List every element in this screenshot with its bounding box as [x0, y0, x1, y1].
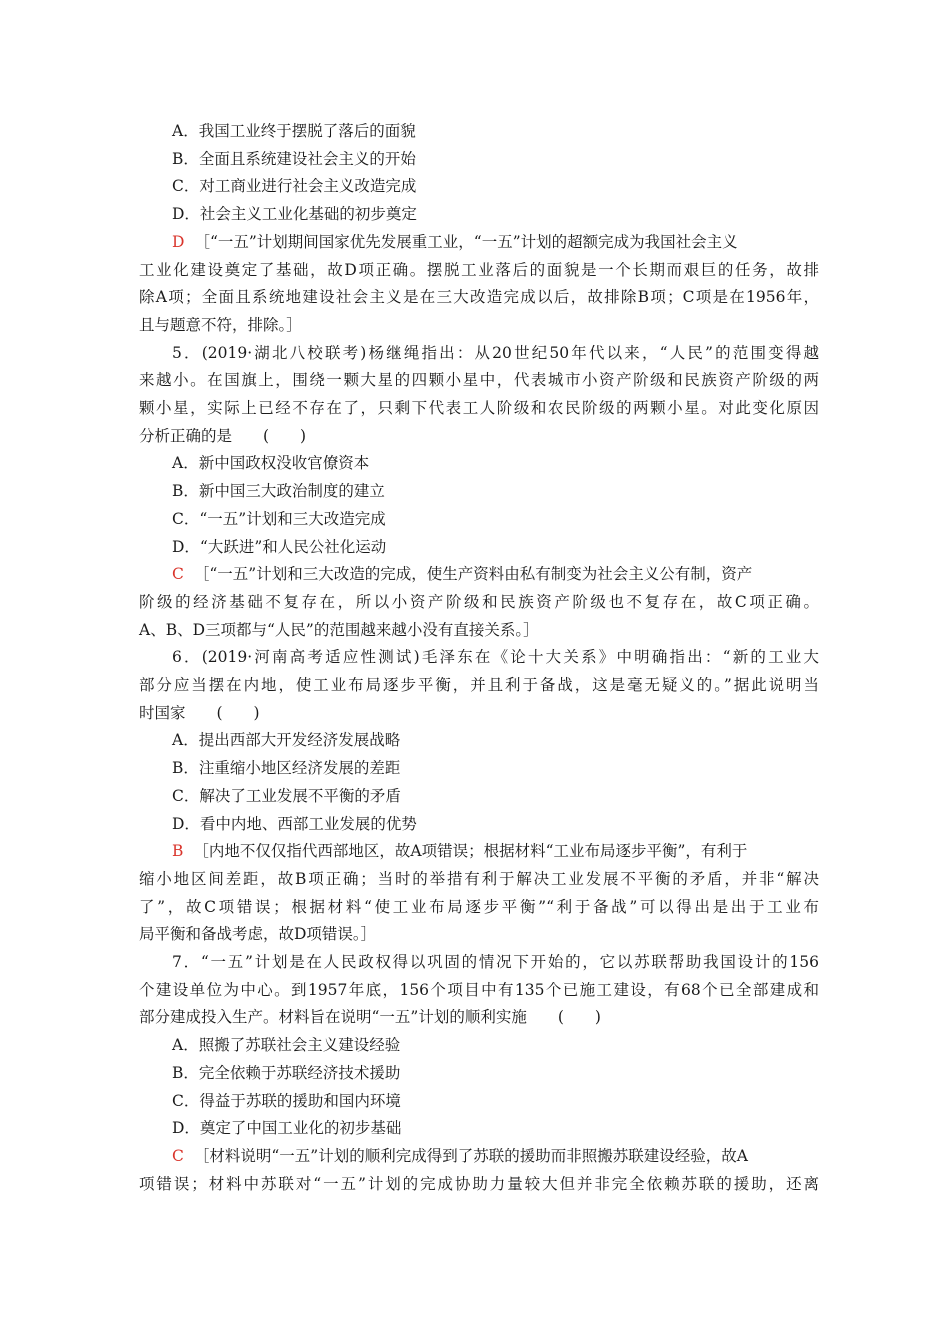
text-line: 阶级的经济基础不复存在，所以小资产阶级和民族资产阶级也不复存在，故C项正确。: [139, 592, 819, 611]
text-line: 了”，故C项错误；根据材料“使工业布局逐步平衡”“利于备战”可以得出是出于工业布: [139, 897, 819, 916]
answer-option: A．我国工业终于摆脱了落后的面貌: [172, 122, 416, 140]
question-stem: 6．(2019·河南高考适应性测试)毛泽东在《论十大关系》中明确指出：“新的工业大: [172, 648, 819, 667]
answer-key: C: [172, 1146, 184, 1165]
answer-text: ［材料说明“一五”计划的顺利完成得到了苏联的援助而非照搬苏联建设经验，故A: [193, 1146, 748, 1165]
answer-explanation: [172, 232, 819, 252]
text-line: 来越小。在国旗上，围绕一颗大星的四颗小星中，代表城市小资产阶级和民族资产阶级的两: [139, 371, 819, 390]
answer-explanation: [172, 1146, 819, 1166]
answer-option: B．全面且系统建设社会主义的开始: [172, 149, 416, 168]
answer-option: D．“大跃进”和人民公社化运动: [172, 537, 387, 556]
text-line: 时国家 ( ): [139, 703, 260, 722]
text-line: 分析正确的是 ( ): [139, 426, 307, 445]
text-line: 项错误；材料中苏联对“一五”计划的完成协助力量较大但并非完全依赖苏联的援助，还离: [139, 1174, 819, 1193]
answer-option: A．照搬了苏联社会主义建设经验: [172, 1036, 401, 1055]
answer-option: C．解决了工业发展不平衡的矛盾: [172, 786, 401, 805]
answer-key: C: [172, 565, 184, 584]
answer-option: B．注重缩小地区经济发展的差距: [172, 759, 401, 778]
answer-key: B: [172, 842, 184, 861]
answer-option: C．“一五”计划和三大改造完成: [172, 509, 386, 528]
answer-option: A．新中国政权没收官僚资本: [172, 454, 370, 473]
text-line: 部分建成投入生产。材料旨在说明“一五”计划的顺利实施 ( ): [139, 1008, 601, 1027]
answer-text: ［“一五”计划和三大改造的完成，使生产资料由私有制变为社会主义公有制，资产: [193, 565, 753, 584]
answer-explanation: [172, 841, 819, 861]
answer-option: B．完全依赖于苏联经济技术援助: [172, 1063, 401, 1082]
text-line: 且与题意不符，排除。］: [139, 315, 302, 334]
question-stem: 5．(2019·湖北八校联考)杨继绳指出：从20世纪50年代以来，“人民”的范围变得越: [172, 343, 819, 362]
answer-option: B．新中国三大政治制度的建立: [172, 482, 385, 501]
answer-option: A．提出西部大开发经济发展战略: [172, 731, 401, 750]
answer-option: D．社会主义工业化基础的初步奠定: [172, 205, 417, 224]
answer-option: D．奠定了中国工业化的初步基础: [172, 1119, 402, 1138]
answer-key: D: [172, 232, 185, 251]
answer-text: ［“一五”计划期间国家优先发展重工业，“一五”计划的超额完成为我国社会主义: [194, 232, 738, 251]
text-line: 缩小地区间差距，故B项正确；当时的举措有利于解决工业发展不平衡的矛盾，并非“解决: [139, 869, 819, 888]
text-line: 颗小星，实际上已经不存在了，只剩下代表工人阶级和农民阶级的两颗小星。对此变化原因: [139, 399, 819, 417]
text-line: 除A项；全面且系统地建设社会主义是在三大改造完成以后，故排除B项；C项是在1956年，: [139, 288, 819, 307]
answer-explanation: [172, 564, 819, 584]
answer-option: C．得益于苏联的援助和国内环境: [172, 1091, 401, 1110]
text-line: 部分应当摆在内地，使工业布局逐步平衡，并且利于备战，这是毫无疑义的。”据此说明当: [139, 676, 819, 694]
answer-option: D．看中内地、西部工业发展的优势: [172, 814, 417, 833]
question-stem: 7．“一五”计划是在人民政权得以巩固的情况下开始的，它以苏联帮助我国设计的156: [172, 953, 819, 971]
text-line: 局平衡和备战考虑，故D项错误。］: [139, 925, 377, 944]
answer-text: ［内地不仅仅指代西部地区，故A项错误；根据材料“工业布局逐步平衡”，有利于: [193, 842, 748, 861]
answer-option: C．对工商业进行社会主义改造完成: [172, 177, 417, 196]
text-line: 工业化建设奠定了基础，故D项正确。摆脱工业落后的面貌是一个长期而艰巨的任务，故排: [139, 260, 819, 279]
text-line: 个建设单位为中心。到1957年底，156个项目中有135个已施工建设，有68个已全部建成和: [139, 980, 819, 999]
text-line: A、B、D三项都与“人民”的范围越来越小没有直接关系。］: [139, 620, 539, 639]
